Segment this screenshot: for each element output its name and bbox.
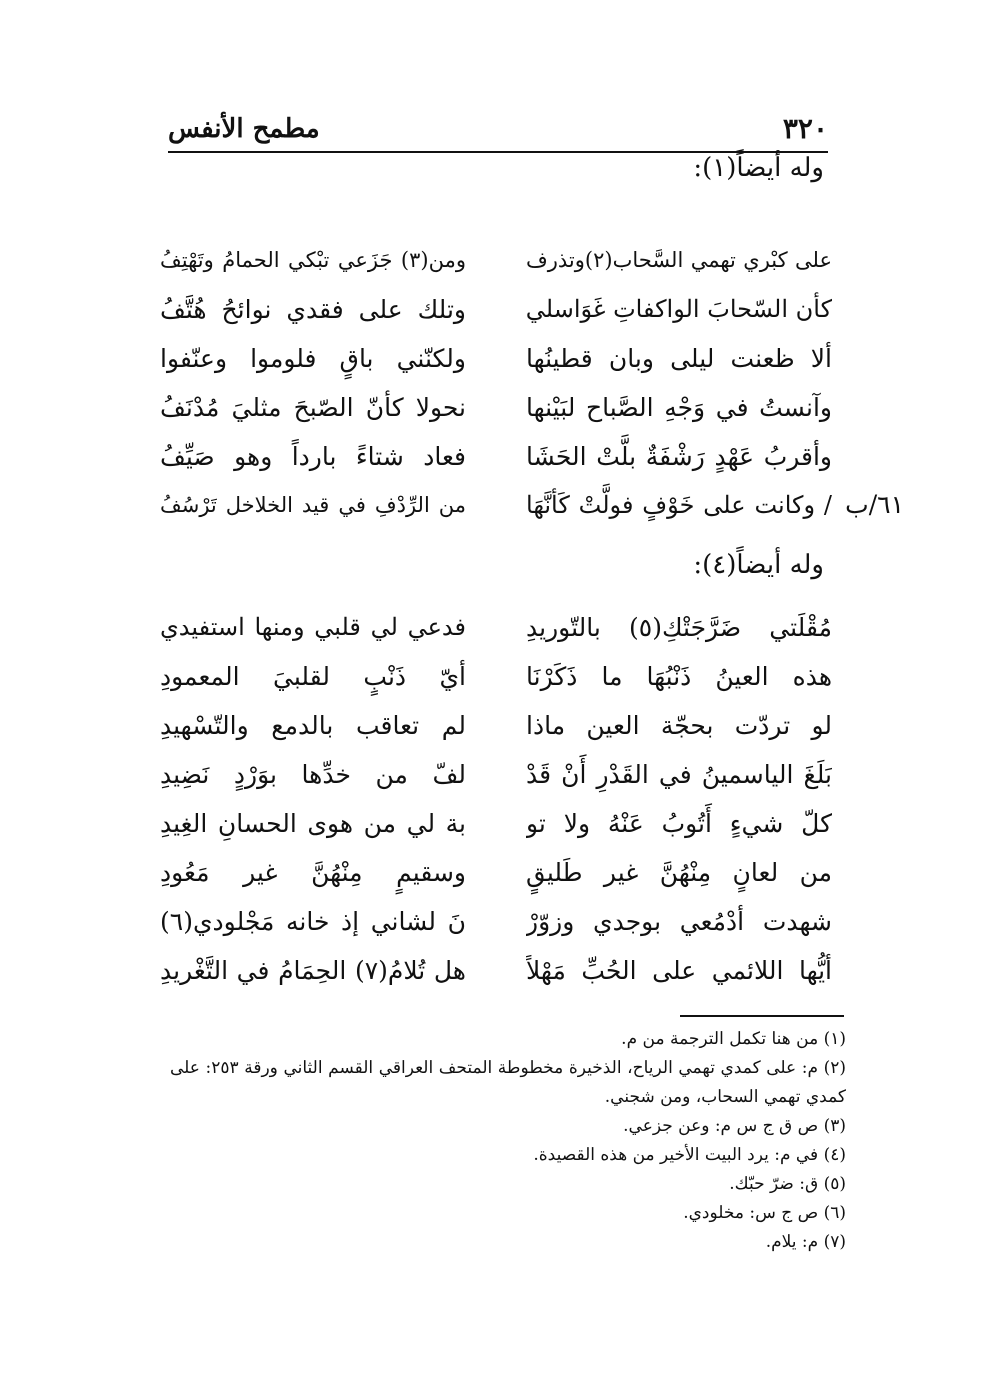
verse-second-hemistich: بة لي من هوى الحسانِ الغِيدِ [160, 809, 466, 838]
verse [160, 652, 832, 701]
poem2-intro: وله أيضاً(٤): [693, 550, 824, 580]
verse [160, 603, 832, 652]
verse-second-hemistich: فدعي لي قلبي ومنها استفيدي [160, 613, 466, 641]
footnote: (٦) ص ج س: مخلودي. [683, 1203, 846, 1223]
verse-second-hemistich: من الرِّدْفِ في قيد الخلاخل تَرْسُفُ [160, 493, 466, 517]
verse [160, 897, 832, 946]
verse [160, 236, 832, 285]
book-title: مطمح الأنفس [168, 114, 320, 144]
verse [160, 946, 832, 995]
verse-first-hemistich: على كبْري تهمي السَّحاب(٢)وتذرف [526, 248, 832, 272]
verse [160, 432, 832, 481]
verse-first-hemistich: شهدت أدْمُعي بوجدي وزوّرْ [526, 907, 832, 936]
verse-second-hemistich: وسقيمٍ مِنْهُنَّ غير مَعُودِ [160, 858, 466, 887]
verse-first-hemistich: كأن السّحابَ الواكفاتِ غَوَاسلي [526, 295, 832, 323]
verse-second-hemistich: لم تعاقب بالدمع والتّسْهيدِ [160, 711, 466, 740]
verse [160, 481, 832, 530]
verse-first-hemistich: أيُّها اللائمي على الحُبِّ مَهْلاً [526, 956, 832, 985]
verse-second-hemistich: ومن(٣) جَزَعي تبْكي الحمامُ وتَهْتِفُ [160, 248, 466, 272]
verse-second-hemistich: نحولا كأنّ الصّبحَ مثليَ مُدْنَفُ [160, 393, 466, 422]
verse-first-hemistich: من لعانٍ مِنْهُنَّ غير طَليقٍ [526, 858, 832, 887]
verse [160, 383, 832, 432]
verse [160, 701, 832, 750]
page-number: ٣٢٠ [782, 112, 828, 145]
footnote-rule [680, 1015, 844, 1017]
verse [160, 334, 832, 383]
footnote: (٧) م: يلام. [765, 1232, 846, 1252]
verse [160, 285, 832, 334]
verse-second-hemistich: هل تُلامُ(٧) الحِمَامُ في التَّغْريدِ [160, 956, 466, 985]
verse-first-hemistich: لو تردّت بحجّة العين ماذا [526, 711, 832, 740]
verse [160, 848, 832, 897]
page-header [168, 112, 828, 146]
verse-first-hemistich: هذه العينُ ذَنْبُهَا ما ذَكَرْنَا [526, 662, 832, 691]
verse-first-hemistich: مُقْلَتي ضَرَّجَتْكِ(٥) بالتّوريدِ [526, 613, 832, 642]
verse-first-hemistich: بَلَغَ الياسمينُ في القَدْرِ أَنْ قَدْ [526, 760, 832, 789]
footnote: (٣) ص ق ج س م: وعن جزعي. [623, 1116, 846, 1136]
poem1-verses [160, 236, 832, 530]
verse-first-hemistich: كلّ شيءٍ أَتُوبُ عَنْهُ ولا تو [526, 809, 832, 838]
footnote: (٤) في م: يرد البيت الأخير من هذه القصيدة. [533, 1145, 846, 1165]
verse-first-hemistich: ألا ظعنت ليلى وبان قطينُها [526, 344, 832, 373]
manuscript-folio-note: ٦١/ب [845, 490, 904, 519]
poem1-intro: وله أيضاً(١): [693, 153, 824, 183]
verse-second-hemistich: لفّ من خدِّها بوَرْدٍ نَضِيدِ [160, 760, 466, 789]
verse-second-hemistich: فعاد شتاءً بارداً وهو صَيِّفُ [160, 442, 466, 471]
verse-second-hemistich: وتلك على فقدي نوائحُ هُتَّفُ [160, 295, 466, 324]
poem2-verses [160, 603, 832, 995]
verse-second-hemistich: ولكنّني باقٍ فلوموا وعنّفوا [160, 344, 466, 373]
footnote: (٢) م: على كمدي تهمي الرياح، الذخيرة مخطوطة المتحف العراقي القسم الثاني ورقة ٢٥٣: على كمدي تهمي السحاب، ومن شجني. [170, 1058, 846, 1107]
verse-second-hemistich: أيّ ذَنْبٍ لقلبيَ المعمودِ [160, 662, 466, 691]
footnotes [170, 1025, 846, 1257]
verse-second-hemistich: نَ لشاني إذ خانه مَجْلودي(٦) [160, 907, 466, 936]
verse [160, 799, 832, 848]
footnote: (٥) ق: ضرّ حبّك. [729, 1174, 846, 1194]
verse [160, 750, 832, 799]
verse-first-hemistich: وآنستُ في وَجْهِ الصَّباح لبَيْنها [526, 393, 832, 422]
verse-first-hemistich: / وكانت على خَوْفٍ فولَّتْ كَأنَّهَا [526, 491, 832, 519]
verse-first-hemistich: وأقربُ عَهْدٍ رَشْفَةٌ بلَّتْ الحَشَا [526, 442, 832, 471]
footnote: (١) من هنا تكمل الترجمة من م. [621, 1029, 846, 1049]
